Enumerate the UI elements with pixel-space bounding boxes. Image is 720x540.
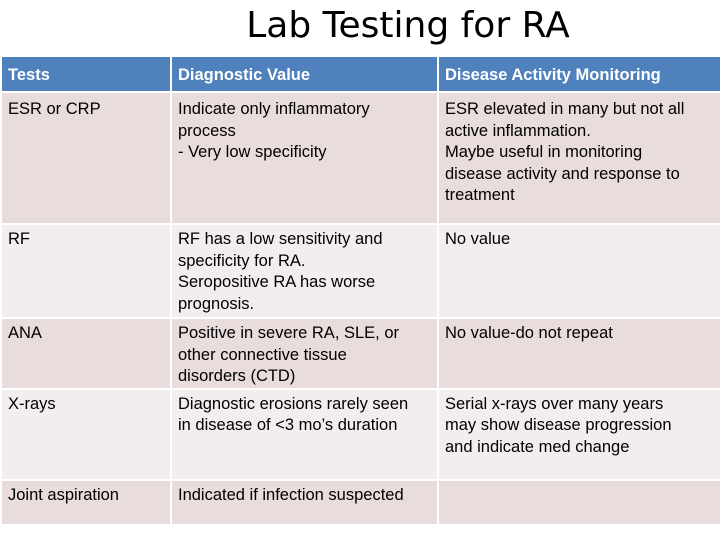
cell-diagnostic	[171, 480, 438, 525]
table-row	[1, 92, 720, 224]
cell-line: prognosis.	[178, 294, 255, 313]
cell-monitoring	[438, 92, 720, 224]
cell-monitoring	[438, 480, 720, 525]
cell-line: Diagnostic erosions rarely seen	[178, 394, 409, 413]
cell-test: Joint aspiration	[1, 480, 171, 525]
cell-line: disease activity and response to	[445, 164, 680, 183]
cell-line: and indicate med change	[445, 437, 630, 456]
cell-line: No value	[445, 230, 511, 248]
cell-line: specificity for RA.	[178, 251, 306, 270]
cell-test: ANA	[1, 318, 171, 389]
cell-line: treatment	[445, 186, 515, 204]
cell-line: RF has a low sensitivity and	[178, 230, 383, 248]
cell-test: ESR or CRP	[1, 92, 171, 224]
cell-line: may show disease progression	[445, 416, 672, 434]
lab-testing-table	[0, 55, 720, 526]
slide-title: Lab Testing for RA	[246, 5, 570, 46]
cell-line: No value-do not repeat	[445, 324, 613, 342]
cell-line: active inflammation.	[445, 121, 591, 140]
table-header-row	[1, 56, 720, 92]
table-row	[1, 389, 720, 480]
table-row	[1, 480, 720, 525]
cell-line: Indicated if infection suspected	[178, 485, 404, 504]
header-tests: Tests	[1, 56, 171, 92]
cell-line: - Very low specificity	[178, 143, 327, 161]
cell-line: process	[178, 121, 236, 140]
cell-line: Indicate only inflammatory	[178, 100, 370, 118]
cell-test: RF	[1, 224, 171, 318]
cell-monitoring	[438, 318, 720, 389]
table-row	[1, 318, 720, 389]
cell-line: Maybe useful in monitoring	[445, 143, 643, 161]
header-diagnostic-value: Diagnostic Value	[171, 56, 438, 92]
cell-line: disorders (CTD)	[178, 367, 296, 385]
cell-line: Positive in severe RA, SLE, or	[178, 324, 400, 342]
cell-diagnostic	[171, 318, 438, 389]
cell-monitoring	[438, 389, 720, 480]
cell-line: ESR elevated in many but not all	[445, 100, 685, 118]
cell-diagnostic	[171, 389, 438, 480]
cell-line: in disease of <3 mo’s duration	[178, 416, 398, 434]
cell-monitoring	[438, 224, 720, 318]
cell-diagnostic	[171, 224, 438, 318]
cell-diagnostic	[171, 92, 438, 224]
cell-test: X-rays	[1, 389, 171, 480]
cell-line: other connective tissue	[178, 345, 347, 364]
cell-line: Seropositive RA has worse	[178, 273, 376, 291]
header-disease-activity-monitoring: Disease Activity Monitoring	[438, 56, 720, 92]
cell-line: Serial x-rays over many years	[445, 394, 664, 413]
table-row	[1, 224, 720, 318]
